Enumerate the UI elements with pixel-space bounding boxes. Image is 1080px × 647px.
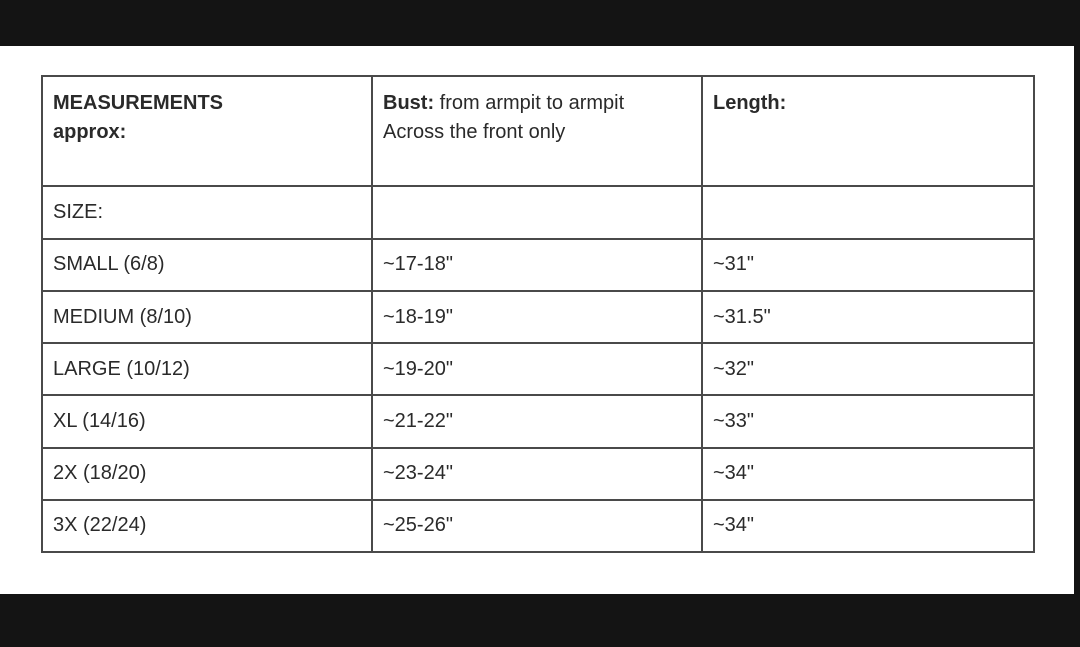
approx-label: approx: xyxy=(53,121,127,143)
header-row xyxy=(42,76,1034,186)
size-cell: LARGE (10/12) xyxy=(42,343,372,395)
size-cell: XL (14/16) xyxy=(42,395,372,447)
length-cell: ~31.5" xyxy=(702,291,1034,343)
empty-cell xyxy=(702,186,1034,238)
bust-header-cell xyxy=(372,76,702,186)
bust-note: Across the front only xyxy=(383,121,566,143)
table-row xyxy=(42,239,1034,291)
table-row xyxy=(42,291,1034,343)
measurements-label: MEASUREMENTS xyxy=(53,92,224,114)
table-row xyxy=(42,343,1034,395)
size-chart-table xyxy=(41,75,1035,553)
bust-cell: ~18-19" xyxy=(372,291,702,343)
bust-cell: ~23-24" xyxy=(372,448,702,500)
table-row xyxy=(42,500,1034,552)
length-cell: ~31" xyxy=(702,239,1034,291)
measurements-header-cell xyxy=(42,76,372,186)
length-cell: ~34" xyxy=(702,500,1034,552)
length-cell: ~32" xyxy=(702,343,1034,395)
table-row xyxy=(42,395,1034,447)
length-label: Length: xyxy=(713,92,787,114)
right-black-edge xyxy=(1074,46,1080,594)
length-cell: ~34" xyxy=(702,448,1034,500)
bust-cell: ~17-18" xyxy=(372,239,702,291)
length-header-cell xyxy=(702,76,1034,186)
size-cell: 2X (18/20) xyxy=(42,448,372,500)
size-label-row xyxy=(42,186,1034,238)
size-cell: MEDIUM (8/10) xyxy=(42,291,372,343)
size-cell: 3X (22/24) xyxy=(42,500,372,552)
bust-cell: ~21-22" xyxy=(372,395,702,447)
bust-cell: ~25-26" xyxy=(372,500,702,552)
bottom-black-bar xyxy=(0,594,1080,647)
bust-label: Bust: xyxy=(383,92,435,114)
bust-cell: ~19-20" xyxy=(372,343,702,395)
bust-description: from armpit to armpit xyxy=(434,92,625,114)
size-cell: SMALL (6/8) xyxy=(42,239,372,291)
size-label-cell: SIZE: xyxy=(42,186,372,238)
top-black-bar xyxy=(0,0,1080,46)
empty-cell xyxy=(372,186,702,238)
length-cell: ~33" xyxy=(702,395,1034,447)
table-row xyxy=(42,448,1034,500)
